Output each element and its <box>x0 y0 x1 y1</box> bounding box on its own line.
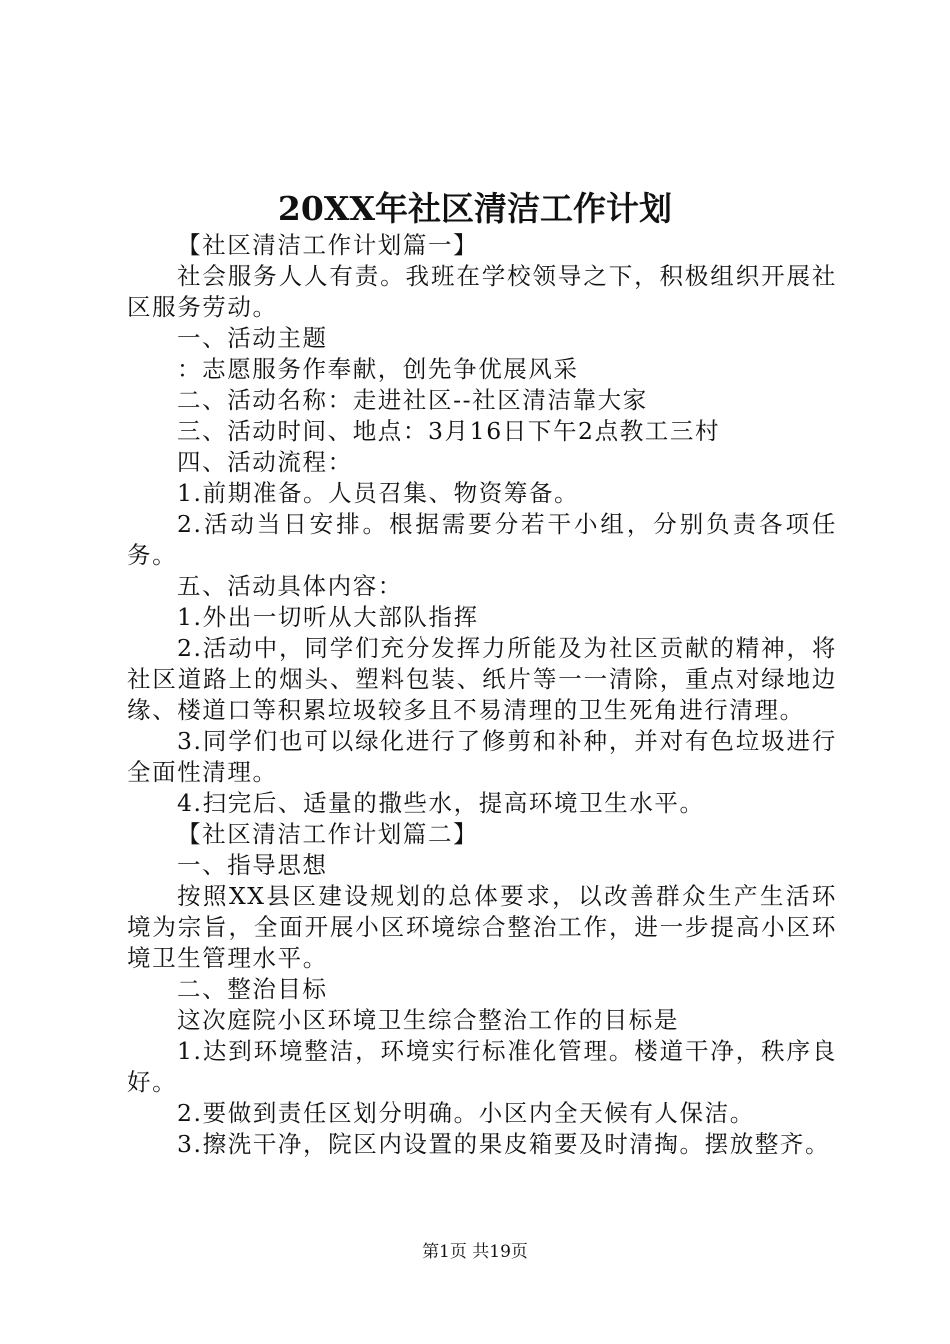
list-heading: 一、活动主题 <box>177 324 328 352</box>
body-paragraph: 按照XX县区建设规划的总体要求，以改善群众生产生活环境为宗旨，全面开展小区环境综合整治工作，进一步提高小区环境卫生管理水平。 <box>127 882 837 972</box>
list-heading: 四、活动流程： <box>177 448 353 476</box>
list-item: 2.活动中，同学们充分发挥力所能及为社区贡献的精神，将社区道路上的烟头、塑料包装、纸片等一一清除，重点对绿地边缘、楼道口等积累垃圾较多且不易清理的卫生死角进行清理。 <box>127 634 837 724</box>
list-item: 3.擦洗干净，院区内设置的果皮箱要及时清掏。摆放整齐。 <box>177 1130 831 1158</box>
list-item: 1.外出一切听从大部队指挥 <box>177 603 479 631</box>
list-item: 1.达到环境整洁，环境实行标准化管理。楼道干净，秩序良好。 <box>127 1037 837 1096</box>
body-paragraph: ：志愿服务作奉献，创先争优展风采 <box>177 355 579 383</box>
list-item: 2.要做到责任区划分明确。小区内全天候有人保洁。 <box>177 1099 755 1127</box>
list-item: 4.扫完后、适量的撒些水，提高环境卫生水平。 <box>177 789 705 817</box>
list-item: 3.同学们也可以绿化进行了修剪和补种，并对有色垃圾进行全面性清理。 <box>127 727 837 786</box>
list-heading: 二、活动名称：走进社区--社区清洁靠大家 <box>177 386 648 414</box>
page-number-footer: 第1页 共19页 <box>422 1242 528 1262</box>
body-paragraph: 这次庭院小区环境卫生综合整治工作的目标是 <box>177 1006 679 1034</box>
list-item: 2.活动当日安排。根据需要分若干小组，分别负责各项任务。 <box>127 510 837 569</box>
document-body <box>127 230 837 1160</box>
section-heading-part-two: 【社区清洁工作计划篇二】 <box>177 820 479 848</box>
list-heading: 一、指导思想 <box>177 851 328 879</box>
list-heading: 五、活动具体内容： <box>177 572 403 600</box>
document-title: 20XX年社区清洁工作计划 <box>277 189 673 228</box>
list-heading: 二、整治目标 <box>177 975 328 1003</box>
body-paragraph: 社会服务人人有责。我班在学校领导之下，积极组织开展社区服务劳动。 <box>127 262 837 321</box>
list-heading: 三、活动时间、地点：3月16日下午2点教工三村 <box>177 417 721 445</box>
section-heading-part-one: 【社区清洁工作计划篇一】 <box>177 231 479 259</box>
list-item: 1.前期准备。人员召集、物资筹备。 <box>177 479 580 507</box>
